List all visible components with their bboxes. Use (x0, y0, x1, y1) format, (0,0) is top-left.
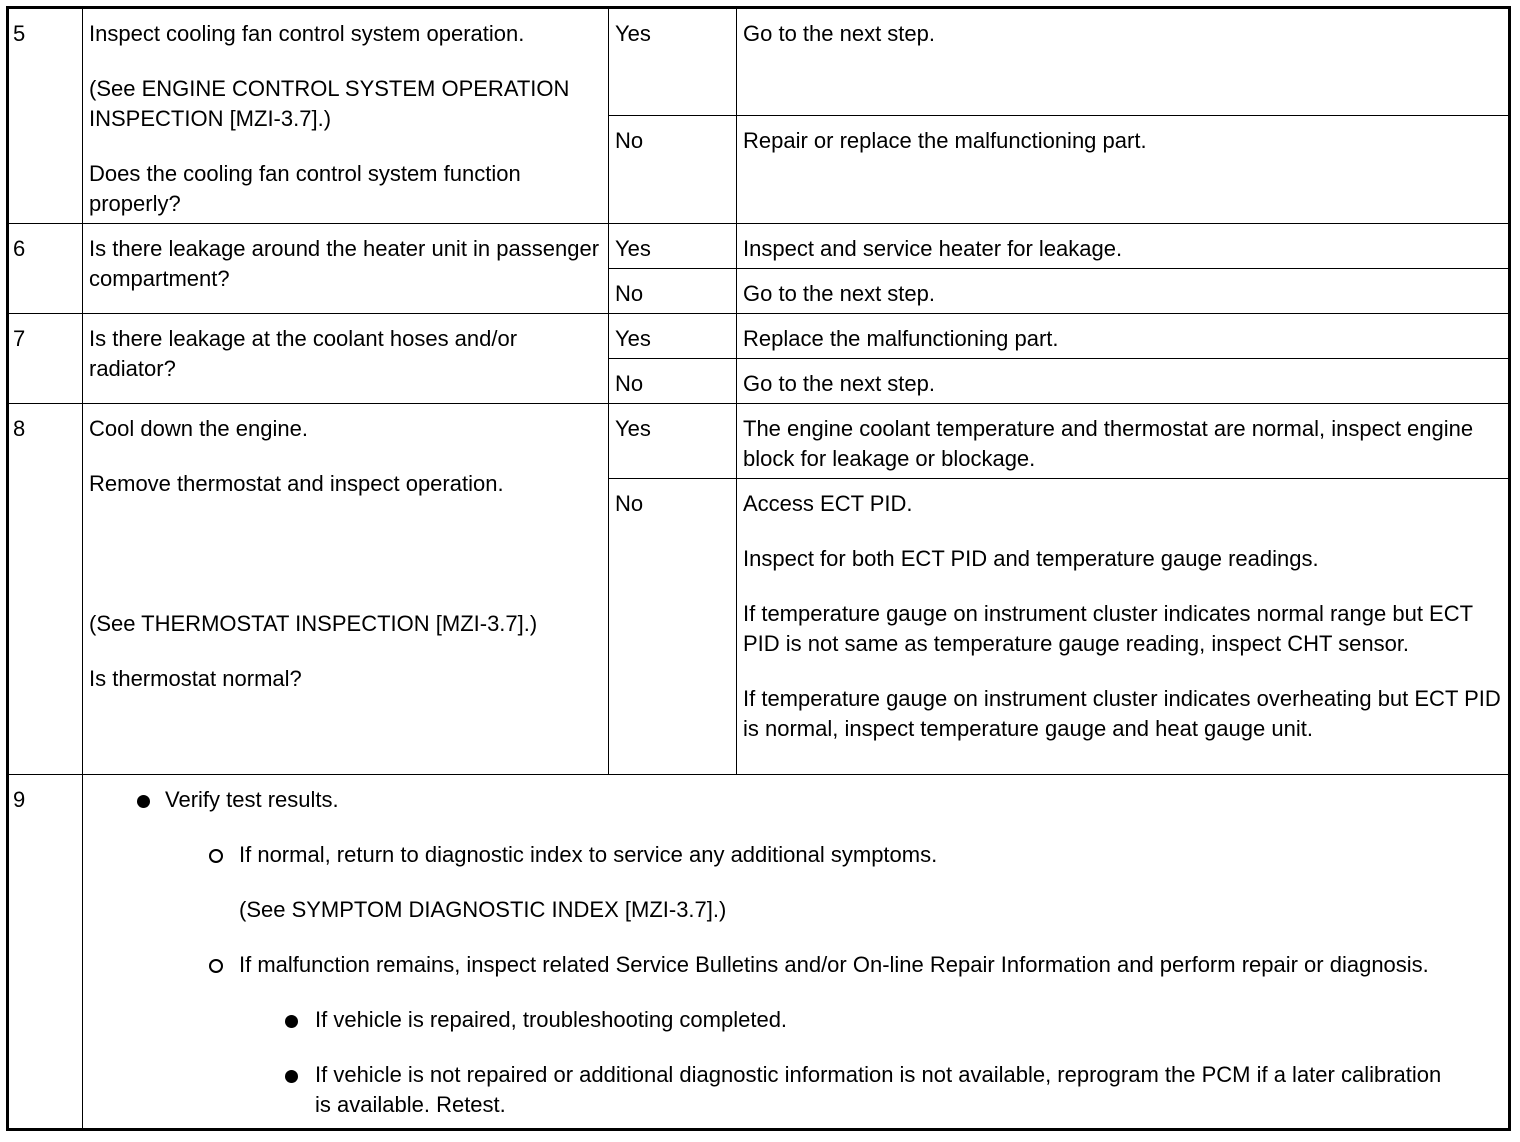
no-result: Go to the next step. (737, 269, 1510, 314)
table-row (8, 404, 1510, 479)
result-text: Inspect for both ECT PID and temperature gauge readings. (743, 546, 1319, 571)
action-text: Inspect cooling fan control system operation. (89, 21, 525, 46)
no-label: No (609, 479, 737, 775)
table-row (8, 775, 1510, 1130)
no-result: Go to the next step. (737, 359, 1510, 404)
action-text: (See THERMOSTAT INSPECTION [MZI-3.7].) (89, 611, 538, 636)
no-label: No (609, 116, 737, 224)
step-action (83, 314, 609, 404)
table-row (8, 314, 1510, 359)
no-label: No (609, 269, 737, 314)
yes-label: Yes (609, 404, 737, 479)
no-result (737, 479, 1510, 775)
step-number: 7 (8, 314, 83, 404)
diagnostic-table (6, 6, 1511, 1131)
step-action (83, 404, 609, 775)
action-text: Is thermostat normal? (89, 666, 302, 691)
action-text: Cool down the engine. (89, 416, 308, 441)
yes-result: The engine coolant temperature and thermostat are normal, inspect engine block for leakage or blockage. (737, 404, 1510, 479)
reference-text: (See SYMPTOM DIAGNOSTIC INDEX [MZI-3.7].) (239, 897, 727, 922)
nested-bullet-item: If vehicle is repaired, troubleshooting completed. (89, 1005, 1502, 1035)
step-action (83, 775, 1510, 1130)
action-text: Does the cooling fan control system function properly? (89, 161, 521, 216)
action-text: Is there leakage around the heater unit in passenger compartment? (89, 236, 600, 291)
sub-bullet-item: If normal, return to diagnostic index to service any additional symptoms. (89, 840, 1502, 870)
yes-label: Yes (609, 314, 737, 359)
table-row (8, 8, 1510, 116)
yes-result: Inspect and service heater for leakage. (737, 224, 1510, 269)
action-text: (See ENGINE CONTROL SYSTEM OPERATION INSPECTION [MZI-3.7].) (89, 76, 570, 131)
yes-result: Go to the next step. (737, 8, 1510, 116)
result-text: If temperature gauge on instrument cluster indicates normal range but ECT PID is not same as temperature gauge reading, inspect CHT sensor. (743, 601, 1473, 656)
step-number: 8 (8, 404, 83, 775)
bullet-item: Verify test results. (89, 785, 1502, 815)
step-number: 9 (8, 775, 83, 1130)
result-text: If temperature gauge on instrument cluster indicates overheating but ECT PID is normal, inspect temperature gauge and heat gauge unit. (743, 686, 1501, 741)
step-number: 6 (8, 224, 83, 314)
result-text: Access ECT PID. (743, 491, 913, 516)
action-text: Remove thermostat and inspect operation. (89, 471, 504, 496)
sub-bullet-item: If malfunction remains, inspect related Service Bulletins and/or On-line Repair Information and perform repair or diagnosis. (89, 950, 1502, 980)
step-number: 5 (8, 8, 83, 224)
action-text: Is there leakage at the coolant hoses and/or radiator? (89, 326, 518, 381)
step-action (83, 8, 609, 224)
nested-bullet-item: If vehicle is not repaired or additional diagnostic information is not available, reprogram the PCM if a later calibration is available. Retest. (89, 1060, 1502, 1124)
yes-label: Yes (609, 8, 737, 116)
spacer (89, 499, 602, 609)
table-row (8, 224, 1510, 269)
yes-result: Replace the malfunctioning part. (737, 314, 1510, 359)
yes-label: Yes (609, 224, 737, 269)
no-result: Repair or replace the malfunctioning part. (737, 116, 1510, 224)
no-label: No (609, 359, 737, 404)
step-action (83, 224, 609, 314)
